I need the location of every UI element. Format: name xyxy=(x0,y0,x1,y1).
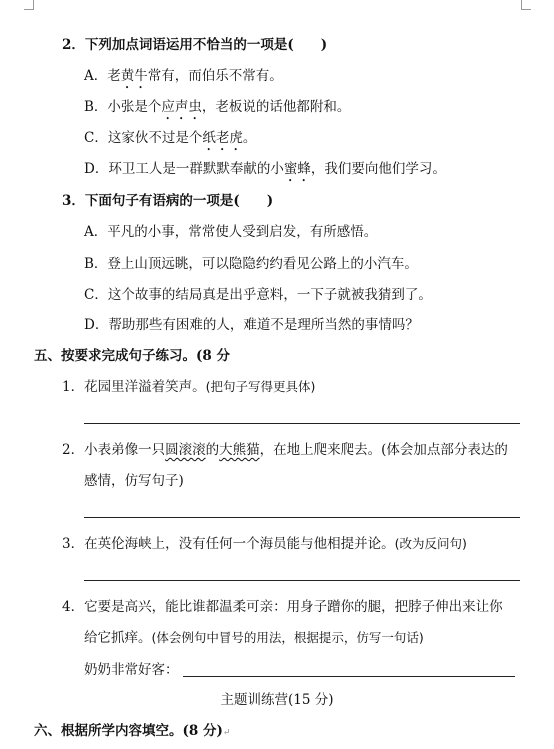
s5-item-4-line1: 4．它要是高兴，能比谁都温柔可亲：用身子蹭你的腿，把脖子伸出来让你 xyxy=(62,599,503,615)
s5-item-4-line2: 给它抓痒。(体会例句中冒号的用法，根据提示，仿写一句话) xyxy=(84,630,424,646)
answer-line-3[interactable] xyxy=(84,580,520,581)
section-5-title: 五、按要求完成句子练习。(8 分 xyxy=(34,348,230,364)
q3-option-c: C．这个故事的结局真是出乎意料，一下子就被我猜到了。 xyxy=(84,287,432,303)
s5-item-3: 3．在英伦海峡上，没有任何一个海员能与他相提并论。(改为反问句) xyxy=(62,536,467,552)
answer-line-2[interactable] xyxy=(84,517,520,518)
answer-line-1[interactable] xyxy=(84,423,520,424)
s5-item-1: 1．花园里洋溢着笑声。(把句子写得更具体) xyxy=(62,379,316,395)
q3-option-d: D．帮助那些有困难的人，难道不是理所当然的事情吗？ xyxy=(84,317,419,333)
answer-line-4[interactable] xyxy=(183,676,515,677)
q2-option-a: A．老黄牛常有，而伯乐不常有。 xyxy=(84,68,283,84)
question-3-stem: 3．下面句子有语病的一项是( ) xyxy=(62,193,274,209)
q2-option-d: D．环卫工人是一群默默奉献的小蜜蜂，我们要向他们学习。 xyxy=(84,161,446,177)
page-corner-mark-left xyxy=(24,0,34,10)
page-corner-mark-right xyxy=(521,0,531,10)
theme-camp-title: 主题训练营(15 分) xyxy=(220,692,334,708)
q3-option-b: B．登上山顶远眺，可以隐隐约约看见公路上的小汽车。 xyxy=(84,256,418,272)
q2-option-c: C．这家伙不过是个纸老虎。 xyxy=(84,130,257,146)
s5-item-2-line2: 感情，仿写句子) xyxy=(84,473,184,489)
q2-option-b: B．小张是个应声虫，老板说的话他都附和。 xyxy=(84,99,351,115)
question-2-stem: 2．下列加点词语运用不恰当的一项是( ) xyxy=(62,37,328,53)
paragraph-mark: ↵ xyxy=(222,728,231,738)
s5-item-2-line1: 2．小表弟像一只圆滚滚的大熊猫，在地上爬来爬去。(体会加点部分表达的 xyxy=(62,442,508,458)
section-6-title: 六、根据所学内容填空。(8 分)↵ xyxy=(34,723,231,739)
q3-option-a: A．平凡的小事，常常使人受到启发，有所感悟。 xyxy=(84,224,378,240)
s5-item-4-prompt: 奶奶非常好客： xyxy=(84,661,515,679)
